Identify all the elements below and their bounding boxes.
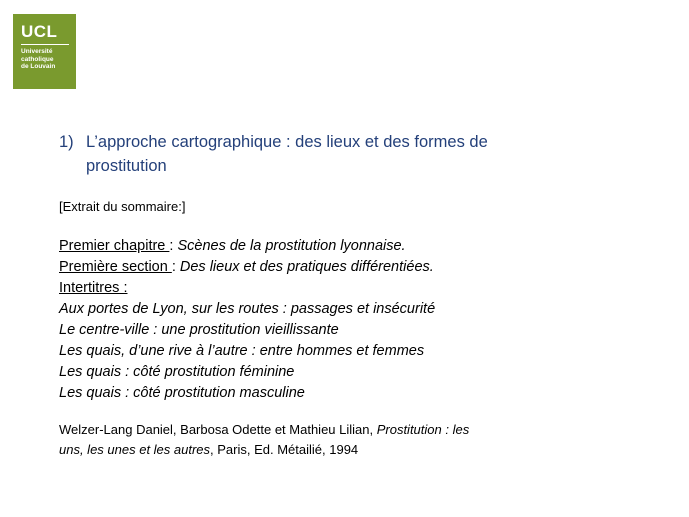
intertitles-label: Intertitres : bbox=[59, 280, 128, 296]
intertitle-item: Les quais, d’une rive à l’autre : entre hommes et femmes bbox=[59, 343, 425, 359]
section-separator: : bbox=[171, 259, 180, 275]
logo-title: UCL bbox=[21, 22, 58, 41]
ucl-logo bbox=[13, 14, 76, 89]
intertitle-item: Les quais : côté prostitution masculine bbox=[59, 385, 305, 401]
section-label: Première section bbox=[59, 259, 172, 275]
section-line bbox=[59, 257, 435, 278]
chapter-line bbox=[59, 236, 435, 257]
excerpt-label: [Extrait du sommaire:] bbox=[59, 199, 186, 214]
logo-subtitle-1: Université bbox=[21, 48, 53, 55]
heading-line-2: prostitution bbox=[86, 157, 167, 175]
citation-title-part-2: uns, les unes et les autres bbox=[59, 442, 211, 457]
logo-subtitle-2: catholique bbox=[21, 55, 54, 63]
citation bbox=[59, 420, 529, 460]
chapter-title: Scènes de la prostitution lyonnaise. bbox=[177, 238, 406, 254]
intertitle-item: Le centre-ville : une prostitution vieillissante bbox=[59, 322, 339, 338]
heading-number: 1) bbox=[59, 133, 74, 151]
logo-subtitle-3: de Louvain bbox=[21, 63, 56, 70]
citation-title-part-1: Prostitution : les bbox=[376, 422, 470, 437]
logo-divider bbox=[21, 44, 69, 45]
intertitle-item: Aux portes de Lyon, sur les routes : passages et insécurité bbox=[59, 301, 436, 317]
chapter-separator: : bbox=[169, 238, 178, 254]
citation-publisher: , Paris, Ed. Métailié, 1994 bbox=[210, 442, 359, 457]
section-title: Des lieux et des pratiques différentiées. bbox=[179, 259, 434, 275]
intertitle-item: Les quais : côté prostitution féminine bbox=[59, 364, 295, 380]
section-heading bbox=[59, 130, 539, 178]
heading-line-1: L’approche cartographique : des lieux et des formes de bbox=[86, 133, 488, 151]
citation-authors: Welzer-Lang Daniel, Barbosa Odette et Mathieu Lilian, bbox=[59, 422, 377, 437]
table-of-contents bbox=[59, 236, 435, 404]
intertitles-line bbox=[59, 278, 435, 299]
chapter-label: Premier chapitre bbox=[59, 238, 170, 254]
